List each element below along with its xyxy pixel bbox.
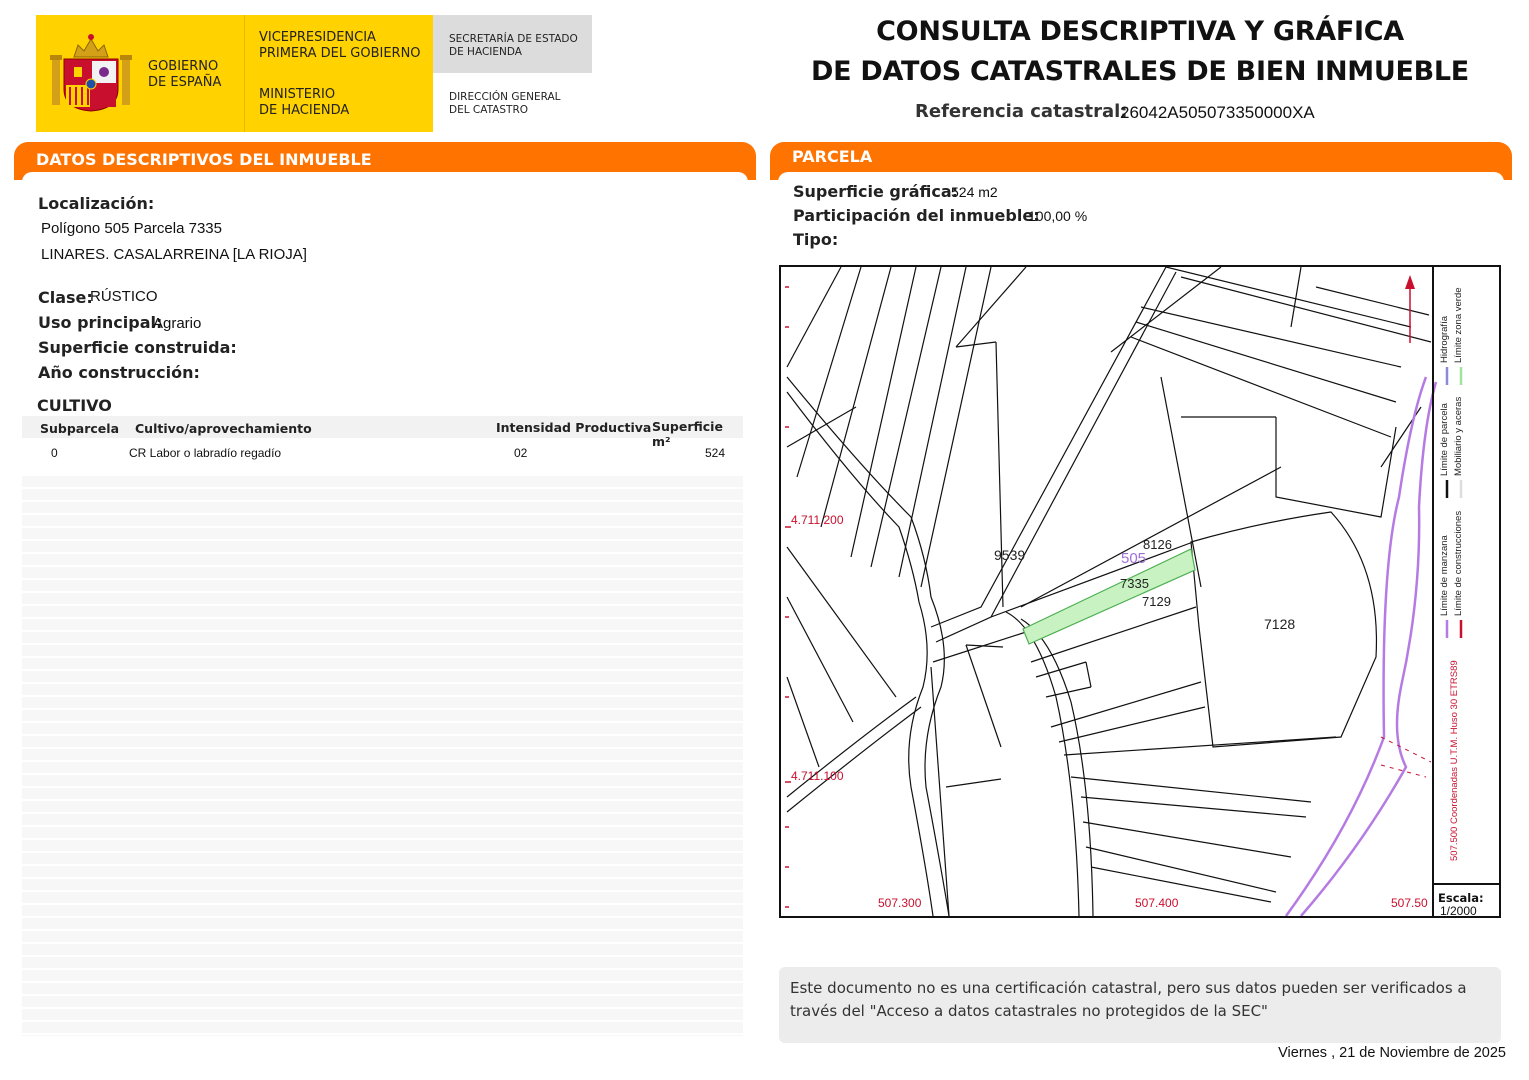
participacion-label: Participación del inmueble:: [793, 206, 1040, 225]
coat-of-arms-icon: [50, 29, 132, 113]
table-row: [22, 442, 743, 462]
government-logo-band: [36, 15, 592, 132]
document-title-line-1: CONSULTA DESCRIPTIVA Y GRÁFICA: [876, 16, 1404, 47]
poligono-label-505: 505: [1121, 550, 1147, 567]
scale-label: Escala:: [1438, 891, 1484, 905]
min-line-1: MINISTERIO: [259, 87, 336, 102]
parcel-label-9539: 9539: [994, 547, 1026, 563]
th-superficie: Superficie m²: [652, 419, 723, 449]
ref-catastral-label: Referencia catastral:: [915, 101, 1128, 122]
table-empty-rows: [22, 476, 743, 1036]
legend-hidrografia: Hidrografía: [1439, 316, 1450, 363]
map-y-label-1: 4.711.200: [791, 513, 844, 527]
section-bar-descriptive: [14, 142, 756, 180]
parcel-label-7128: 7128: [1264, 616, 1296, 632]
sec-line-1: SECRETARÍA DE ESTADO: [449, 33, 578, 45]
legend-limite-construcciones: Límite de construcciones: [1453, 510, 1464, 616]
ministerio-text: [259, 87, 349, 119]
disclaimer-text: Este documento no es una certificación catastral, pero sus datos pueden ser verificados a través del "Acceso a datos catastrales no protegidos de la SEC": [790, 979, 1467, 1020]
cultivo-table: [22, 416, 743, 1038]
legend-limite-manzana: Límite de manzana: [1439, 535, 1450, 616]
section-title-descriptive: DATOS DESCRIPTIVOS DEL INMUEBLE: [36, 150, 372, 169]
map-y-label-2: 4.711.100: [791, 769, 844, 783]
th-subparcela: Subparcela: [40, 421, 120, 436]
th-intensidad: Intensidad Productiva: [496, 420, 652, 435]
uso-value: Agrario: [153, 315, 202, 332]
cell-cultivo: CR Labor o labradío regadío: [129, 446, 282, 460]
map-x-label-3: 507.50: [1391, 896, 1428, 910]
cell-intensidad: 02: [514, 446, 528, 460]
superficie-grafica-value: 524 m2: [951, 184, 998, 200]
sec-line-2: DE HACIENDA: [449, 46, 522, 58]
cell-subparcela: 0: [51, 446, 58, 460]
vice-line-2: PRIMERA DEL GOBIERNO: [259, 46, 421, 61]
map-x-label-1: 507.300: [878, 896, 922, 910]
participacion-value: 100,00 %: [1028, 208, 1088, 224]
bar-inner-curve: [22, 172, 748, 182]
cultivo-title: CULTIVO: [37, 396, 112, 415]
ref-catastral-value: 26042A505073350000XA: [1120, 103, 1315, 122]
section-title-parcela: PARCELA: [792, 147, 873, 166]
scale-value: 1/2000: [1440, 904, 1477, 918]
localizacion-line-1: Polígono 505 Parcela 7335: [41, 220, 222, 237]
legend-zona-verde: Límite zona verde: [1453, 287, 1464, 363]
coords-note: 507.500 Coordenadas U.T.M. Huso 30 ETRS89: [1449, 660, 1460, 861]
localizacion-label: Localización:: [38, 194, 155, 213]
map-x-label-2: 507.400: [1135, 896, 1179, 910]
parcel-label-7129: 7129: [1142, 594, 1171, 609]
uso-label: Uso principal:: [38, 313, 163, 332]
document-title-line-2: DE DATOS CATASTRALES DE BIEN INMUEBLE: [811, 56, 1469, 87]
superficie-construida-label: Superficie construida:: [38, 338, 237, 357]
clase-value: RÚSTICO: [90, 288, 158, 305]
vice-line-1: VICEPRESIDENCIA: [259, 30, 376, 45]
clase-label: Clase:: [38, 288, 93, 307]
legend-mobiliario: Mobiliario y aceras: [1453, 396, 1464, 476]
cell-superficie: 524: [705, 446, 726, 460]
superficie-grafica-label: Superficie gráfica:: [793, 182, 959, 201]
gov-line-2: DE ESPAÑA: [148, 75, 222, 90]
disclaimer-box: [779, 967, 1501, 1043]
dir-line-1: DIRECCIÓN GENERAL: [449, 91, 561, 103]
section-bar-parcela: [770, 142, 1512, 180]
document-date: Viernes , 21 de Noviembre de 2025: [1278, 1045, 1506, 1061]
th-cultivo: Cultivo/aprovechamiento: [135, 421, 312, 436]
secretaria-text: [449, 33, 578, 59]
direccion-text: [449, 91, 561, 117]
gov-spain-text: [148, 59, 221, 91]
dir-line-2: DEL CATASTRO: [449, 104, 529, 116]
parcel-label-8126: 8126: [1143, 537, 1172, 552]
tipo-label: Tipo:: [793, 230, 839, 249]
vicepresidencia-text: [259, 30, 421, 62]
map-drawing: [781, 267, 1499, 916]
parcel-label-7335: 7335: [1120, 576, 1149, 591]
legend-limite-parcela: Límite de parcela: [1439, 403, 1450, 476]
cadastral-map: [779, 265, 1501, 918]
localizacion-line-2: LINARES. CASALARREINA [LA RIOJA]: [41, 246, 307, 263]
gov-line-1: GOBIERNO: [148, 59, 219, 74]
anio-construccion-label: Año construcción:: [38, 363, 200, 382]
min-line-2: DE HACIENDA: [259, 103, 350, 118]
bar-inner-curve: [778, 172, 1504, 182]
logo-divider: [244, 15, 245, 132]
